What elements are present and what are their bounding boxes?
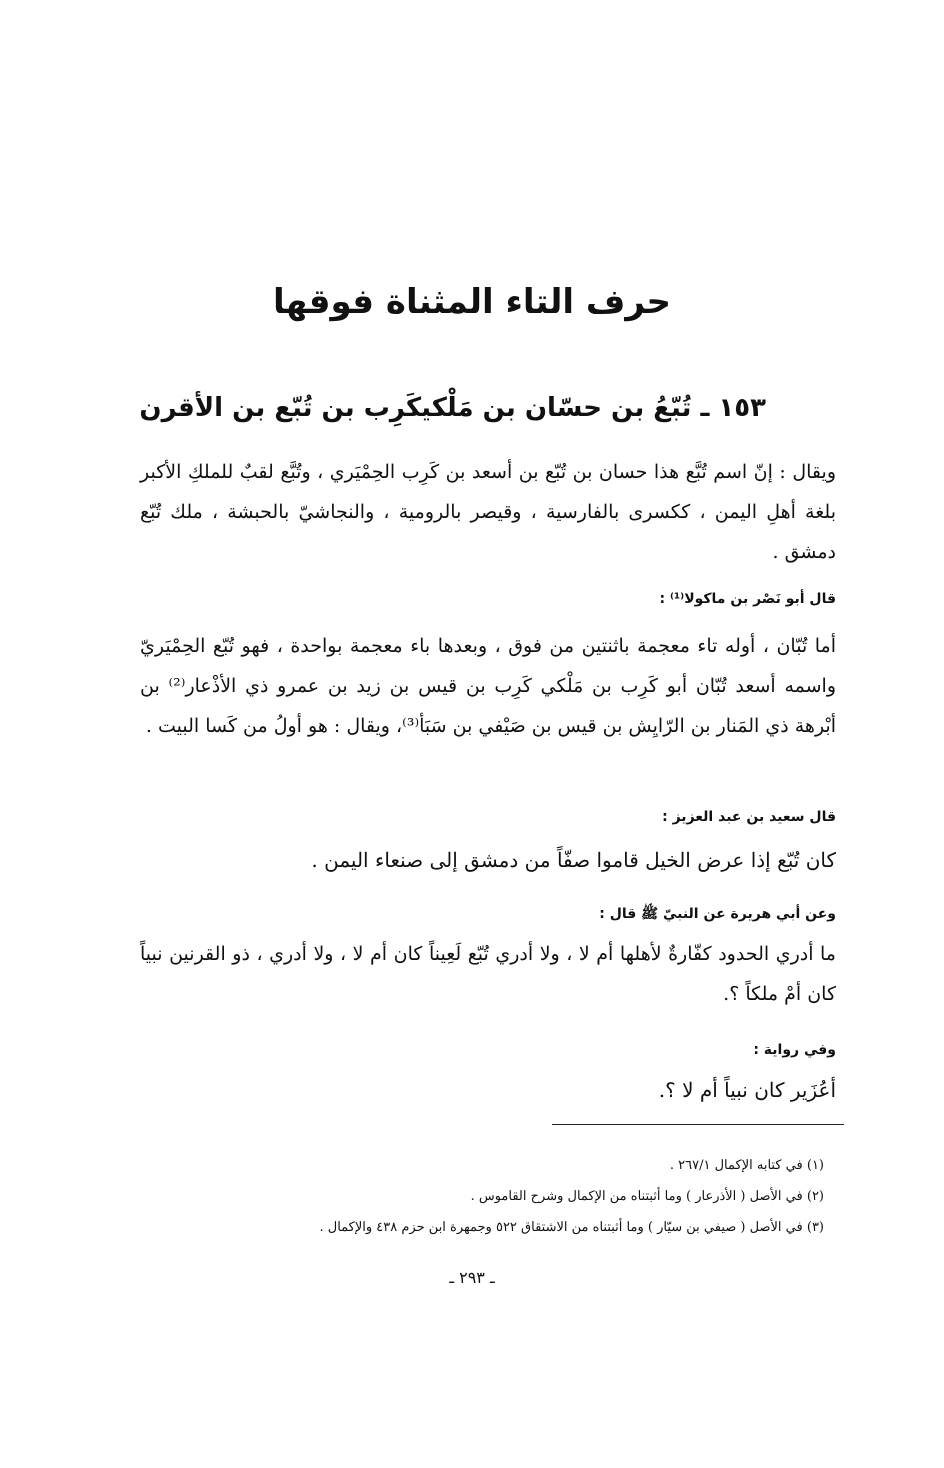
quote-riwaya: أعُزَير كان نبياً أم لا ؟. — [658, 1078, 836, 1102]
citation-label-abu-hurayra: وعن أبي هريرة عن النبيّ ﷺ قال : — [599, 906, 836, 922]
footnote-item: (٣) في الأصل ( صيفي بن سيّار ) وما أثبتناه من الاشتقاق ٥٢٢ وجمهرة ابن حزم ٤٣٨ والإكمال . — [319, 1220, 824, 1235]
page-number: ـ ٢٩٣ ـ — [449, 1268, 495, 1287]
citation-label-ibn-makula: قال أبو نَصْر بن ماكولا⁽¹⁾ : — [659, 591, 836, 607]
footnotes-list — [120, 1150, 824, 1243]
quote-said: كان تُبّع إذا عرض الخيل قاموا صفّاً من دمشق إلى صنعاء اليمن . — [311, 848, 836, 872]
entry-title: ١٥٣ ـ تُبّعُ بن حسّان بن مَلْكيكَرِب بن تُبّع بن الأقرن — [139, 393, 766, 423]
hadith-paragraph: ما أدري الحدود كفّارةٌ لأهلها أم لا ، ولا أدري تُبّع لَعِيناً كان أم لا ، ولا أدري ، ذو القرنين نبياً كان أمْ ملكاً ؟. — [140, 943, 836, 1005]
footnote-item: (٢) في الأصل ( الأذرعار ) وما أثبتناه من الإكمال وشرح القاموس . — [470, 1189, 824, 1204]
footnote-separator — [552, 1124, 844, 1125]
intro-paragraph: ويقال : إنّ اسم تُبَّع هذا حسان بن تُبّع بن أسعد بن كَرِب الحِمْيَري ، وتُبَّع لقبٌ للملكِ الأكبر بلغة أهلِ اليمن ، ككسرى بالفارسية ، وقيصر بالرومية ، والنجاشيّ بالحبشة ، ملك تُبّع دمشق . — [140, 461, 836, 563]
citation-label-riwaya: وفي رواية : — [753, 1042, 836, 1058]
chapter-title: حرف التاء المثناة فوقها — [273, 282, 671, 322]
citation-label-said: قال سعيد بن عبد العزيز : — [662, 809, 836, 825]
footnote-item: (١) في كتابه الإكمال ٢٦٧/١ . — [669, 1158, 824, 1173]
genealogy-paragraph: أما تُبّان ، أوله تاء معجمة باثنتين من فوق ، وبعدها باء معجمة بواحدة ، فهو تُبّع الحِمْيَريّ واسمه أسعد تُبّان أبو كَرِب بن مَلْكي كَرِب بن قيس بن زيد بن عمرو ذي الأذْعار⁽²⁾ بن أبْرهة ذي المَنار بن الرّايِش بن قيس بن صَيْفي بن سَبَأ⁽³⁾، ويقال : هو أولُ من كَسا البيت . — [140, 635, 836, 737]
